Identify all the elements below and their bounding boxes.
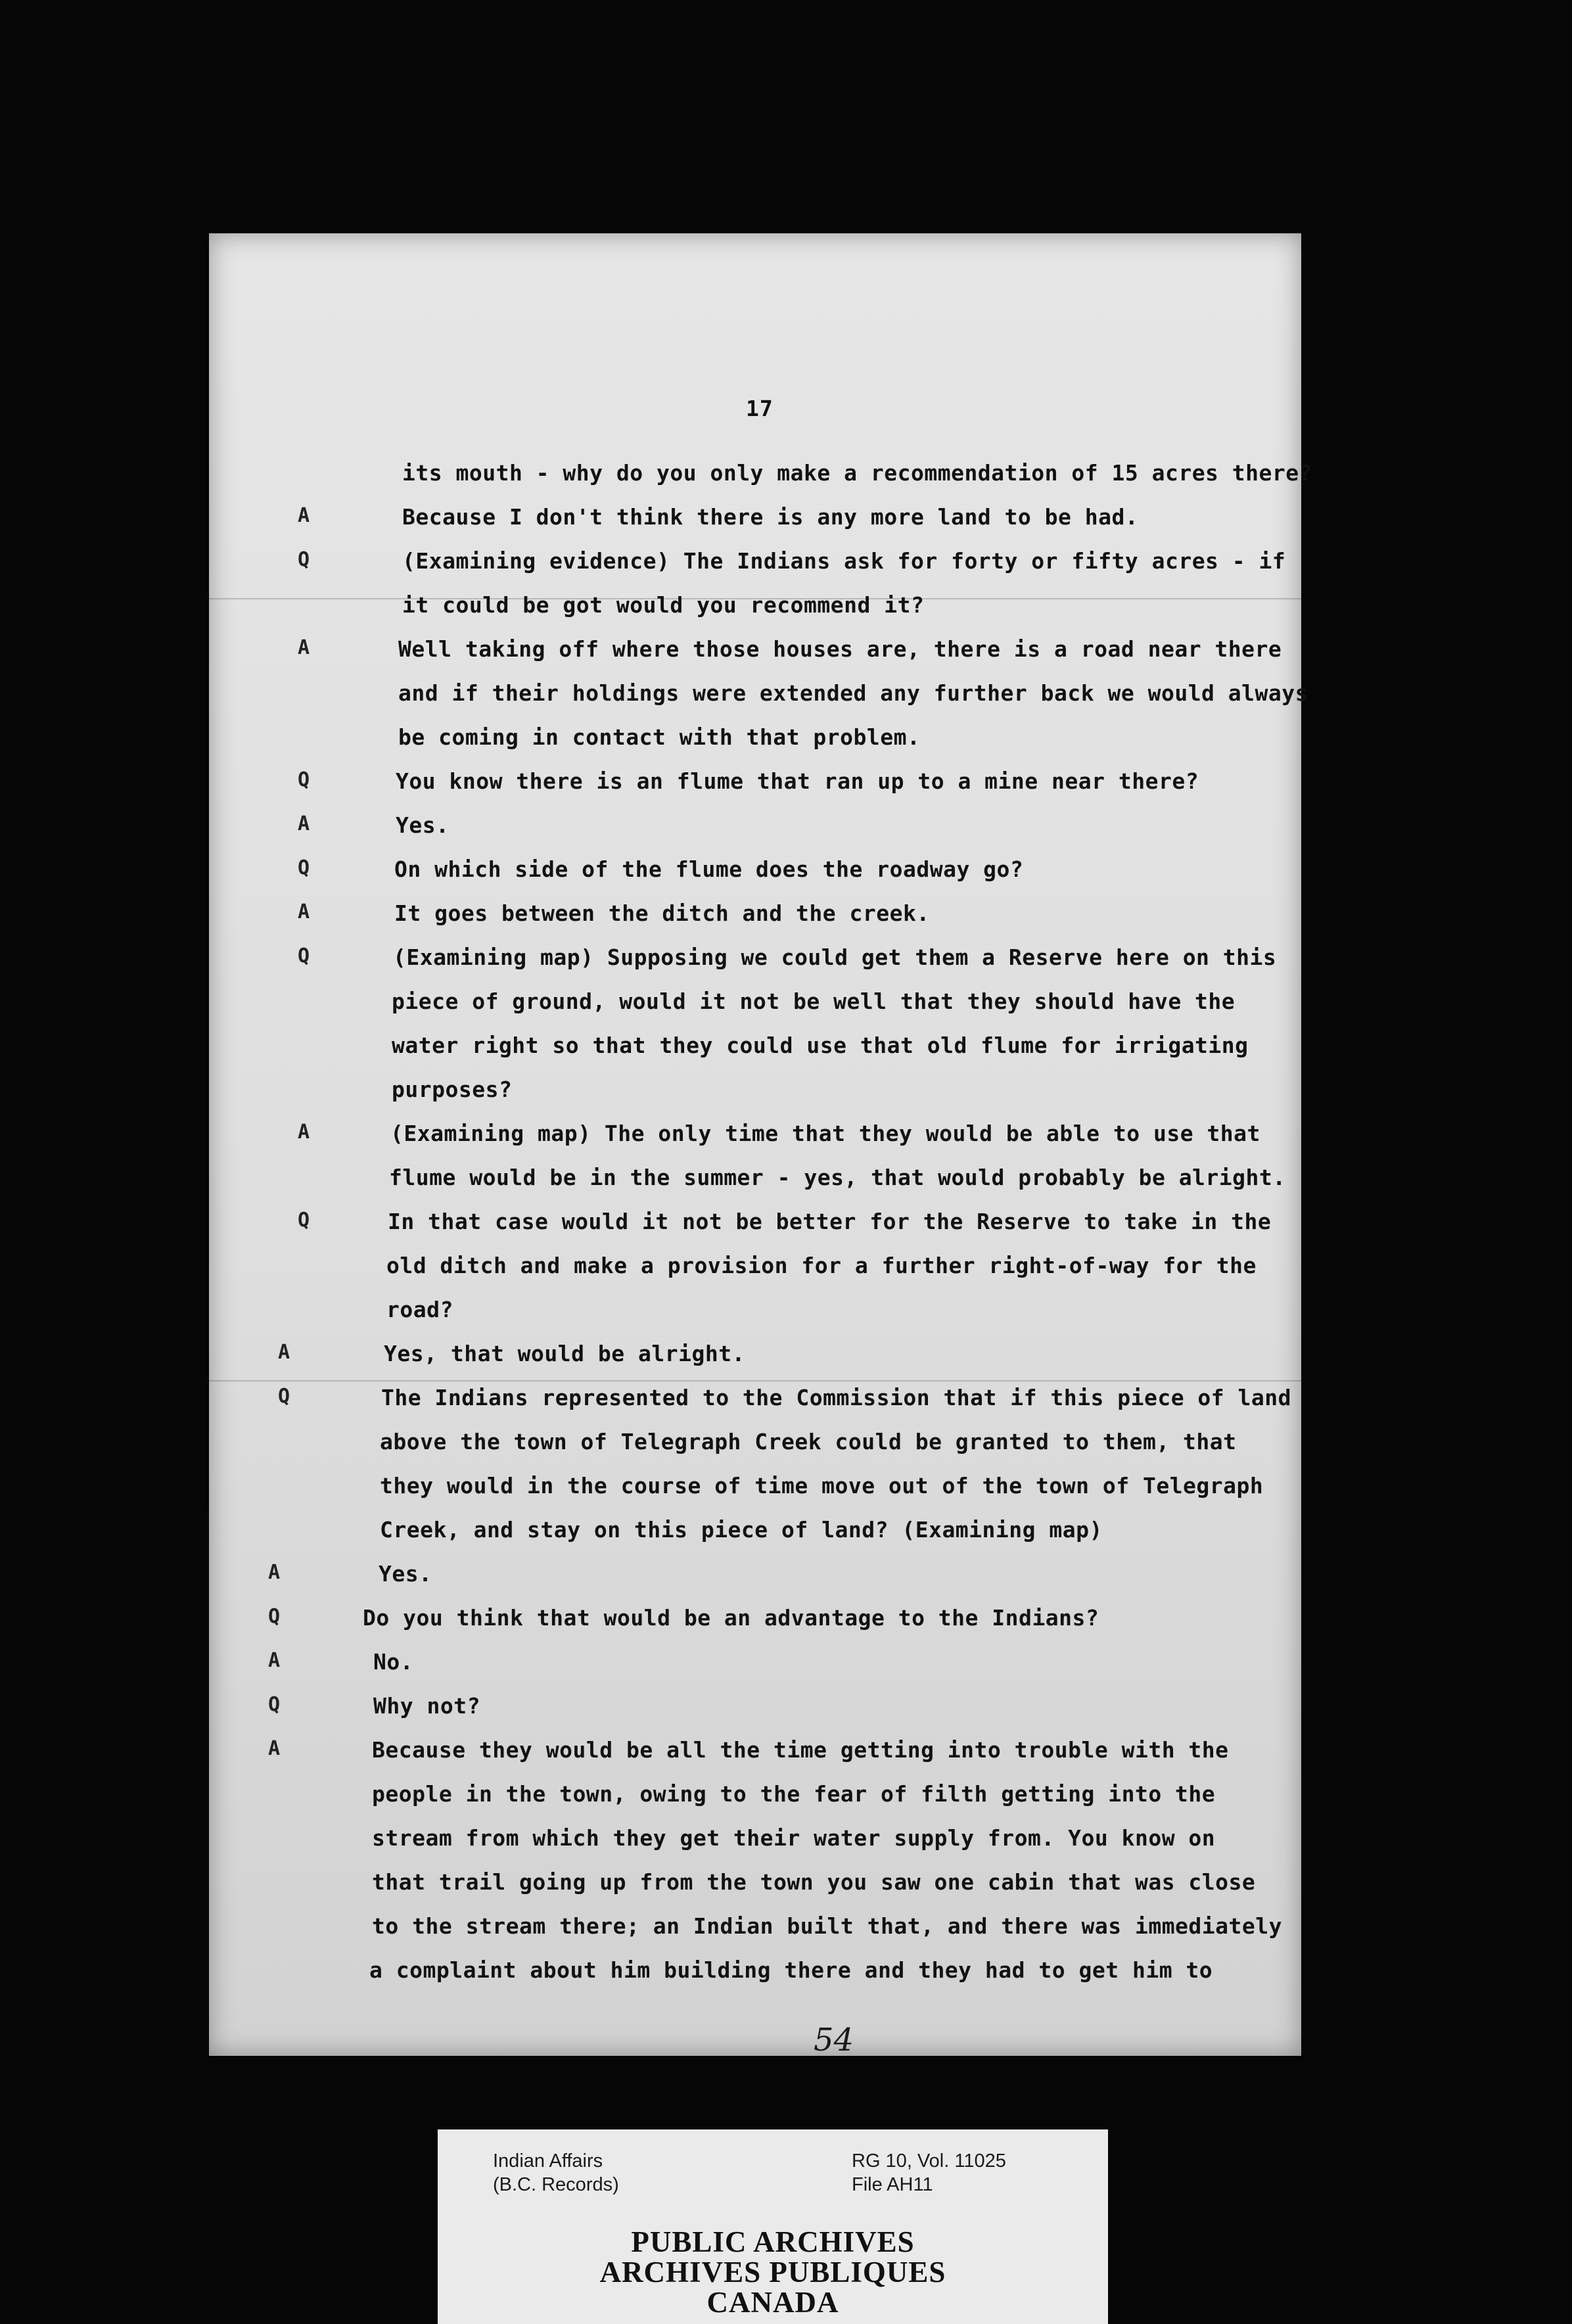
transcript-line xyxy=(0,983,1572,1025)
transcript-text: above the town of Telegraph Creek could be granted to them, that xyxy=(380,1429,1237,1454)
transcript-line xyxy=(0,1424,1572,1466)
transcript-text: its mouth - why do you only make a recommendation of 15 acres there? xyxy=(402,460,1313,486)
archive-stamp xyxy=(438,2227,1108,2317)
transcript-text: It goes between the ditch and the creek. xyxy=(394,900,930,926)
transcript-line xyxy=(0,1908,1572,1950)
transcript-text: (Examining map) Supposing we could get them a Reserve here on this xyxy=(393,944,1277,970)
archive-label xyxy=(438,2129,1108,2324)
transcript-text: they would in the course of time move out of the town of Telegraph xyxy=(380,1473,1264,1499)
transcript-line xyxy=(0,1247,1572,1290)
speaker-marker: Q xyxy=(297,944,310,967)
speaker-marker: A xyxy=(267,1737,281,1760)
archive-records: (B.C. Records) xyxy=(493,2174,619,2195)
transcript-text: purposes? xyxy=(392,1077,513,1102)
transcript-text: piece of ground, would it not be well that they should have the xyxy=(392,988,1236,1014)
transcript-line xyxy=(0,1159,1572,1201)
transcript-line xyxy=(0,1556,1572,1598)
archive-label-left xyxy=(493,2149,619,2196)
transcript-text: Why not? xyxy=(373,1693,480,1719)
transcript-line xyxy=(0,1027,1572,1069)
transcript-line xyxy=(0,763,1572,805)
stamp-line: ARCHIVES PUBLIQUES xyxy=(599,2256,946,2289)
speaker-marker: Q xyxy=(297,1209,310,1232)
transcript-line xyxy=(0,1688,1572,1730)
transcript-text: flume would be in the summer - yes, that would probably be alright. xyxy=(389,1165,1286,1190)
archive-volume: RG 10, Vol. 11025 xyxy=(852,2150,1006,2172)
transcript-text: Because I don't think there is any more land to be had. xyxy=(402,504,1139,530)
transcript-line xyxy=(0,543,1572,585)
transcript-text: No. xyxy=(373,1649,414,1675)
transcript-text: On which side of the flume does the roadway go? xyxy=(394,856,1024,882)
page-number: 17 xyxy=(746,396,774,421)
speaker-marker: A xyxy=(297,1121,310,1144)
transcript-text: water right so that they could use that old flume for irrigating xyxy=(392,1033,1249,1058)
speaker-marker: Q xyxy=(277,1385,290,1408)
transcript-line xyxy=(0,455,1572,497)
transcript-text: Yes. xyxy=(396,812,450,838)
speaker-marker: A xyxy=(277,1341,290,1364)
transcript-line xyxy=(0,939,1572,981)
transcript-line xyxy=(0,1644,1572,1686)
transcript-line xyxy=(0,499,1572,541)
transcript-line xyxy=(0,1776,1572,1818)
transcript-line xyxy=(0,719,1572,761)
transcript-line xyxy=(0,631,1572,673)
transcript-line xyxy=(0,1952,1572,1994)
transcript-line xyxy=(0,807,1572,849)
transcript-text: to the stream there; an Indian built that, and there was immediately xyxy=(372,1913,1283,1939)
transcript-text: In that case would it not be better for the Reserve to take in the xyxy=(388,1209,1272,1234)
transcript-text: a complaint about him building there and they had to get him to xyxy=(369,1957,1213,1983)
transcript-line xyxy=(0,1336,1572,1378)
transcript-text: people in the town, owing to the fear of filth getting into the xyxy=(372,1781,1216,1807)
transcript-text: old ditch and make a provision for a further right-of-way for the xyxy=(386,1253,1257,1278)
transcript-text: (Examining map) The only time that they would be able to use that xyxy=(390,1121,1260,1146)
transcript-line xyxy=(0,1291,1572,1334)
speaker-marker: A xyxy=(297,504,310,527)
transcript-line xyxy=(0,895,1572,937)
speaker-marker: Q xyxy=(297,548,310,571)
stamp-line: PUBLIC ARCHIVES xyxy=(631,2225,915,2258)
transcript-text: it could be got would you recommend it? xyxy=(402,592,925,618)
transcript-line xyxy=(0,587,1572,629)
transcript-line xyxy=(0,1820,1572,1862)
transcript-text: and if their holdings were extended any further back we would always xyxy=(398,680,1309,706)
transcript-line xyxy=(0,675,1572,717)
transcript-text: You know there is an flume that ran up to a mine near there? xyxy=(396,768,1199,794)
transcript-text: road? xyxy=(386,1297,453,1322)
transcript-line xyxy=(0,1380,1572,1422)
speaker-marker: Q xyxy=(297,856,310,879)
transcript-text: The Indians represented to the Commission that if this piece of land xyxy=(381,1385,1292,1410)
transcript-text: that trail going up from the town you saw one cabin that was close xyxy=(372,1869,1256,1895)
transcript-line xyxy=(0,1071,1572,1113)
speaker-marker: Q xyxy=(297,768,310,791)
transcript-text: stream from which they get their water supply from. You know on xyxy=(372,1825,1216,1851)
speaker-marker: Q xyxy=(267,1605,281,1628)
speaker-marker: A xyxy=(297,812,310,835)
archive-series: Indian Affairs xyxy=(493,2150,603,2172)
transcript-line xyxy=(0,1115,1572,1157)
handwritten-page-note: 54 xyxy=(814,2022,854,2058)
transcript-text: Well taking off where those houses are, there is a road near there xyxy=(398,636,1282,662)
stamp-line: CANADA xyxy=(706,2286,839,2319)
transcript-line xyxy=(0,1203,1572,1245)
archive-label-right xyxy=(852,2149,1006,2196)
transcript-line xyxy=(0,1732,1572,1774)
archive-file: File AH11 xyxy=(852,2174,933,2195)
speaker-marker: Q xyxy=(267,1693,281,1716)
transcript-text: Because they would be all the time getting into trouble with the xyxy=(372,1737,1229,1763)
transcript-line xyxy=(0,1468,1572,1510)
transcript-text: Do you think that would be an advantage to the Indians? xyxy=(363,1605,1099,1631)
transcript-line xyxy=(0,1600,1572,1642)
transcript-line xyxy=(0,851,1572,893)
speaker-marker: A xyxy=(267,1561,281,1584)
transcript-line xyxy=(0,1864,1572,1906)
speaker-marker: A xyxy=(297,900,310,923)
transcript-text: (Examining evidence) The Indians ask for forty or fifty acres - if xyxy=(402,548,1286,574)
transcript-text: Yes. xyxy=(379,1561,432,1587)
transcript-text: be coming in contact with that problem. xyxy=(398,724,921,750)
transcript-line xyxy=(0,1512,1572,1554)
transcript-text: Yes, that would be alright. xyxy=(384,1341,745,1366)
transcript-text: Creek, and stay on this piece of land? (Examining map) xyxy=(380,1517,1103,1543)
speaker-marker: A xyxy=(297,636,310,659)
speaker-marker: A xyxy=(267,1649,281,1672)
